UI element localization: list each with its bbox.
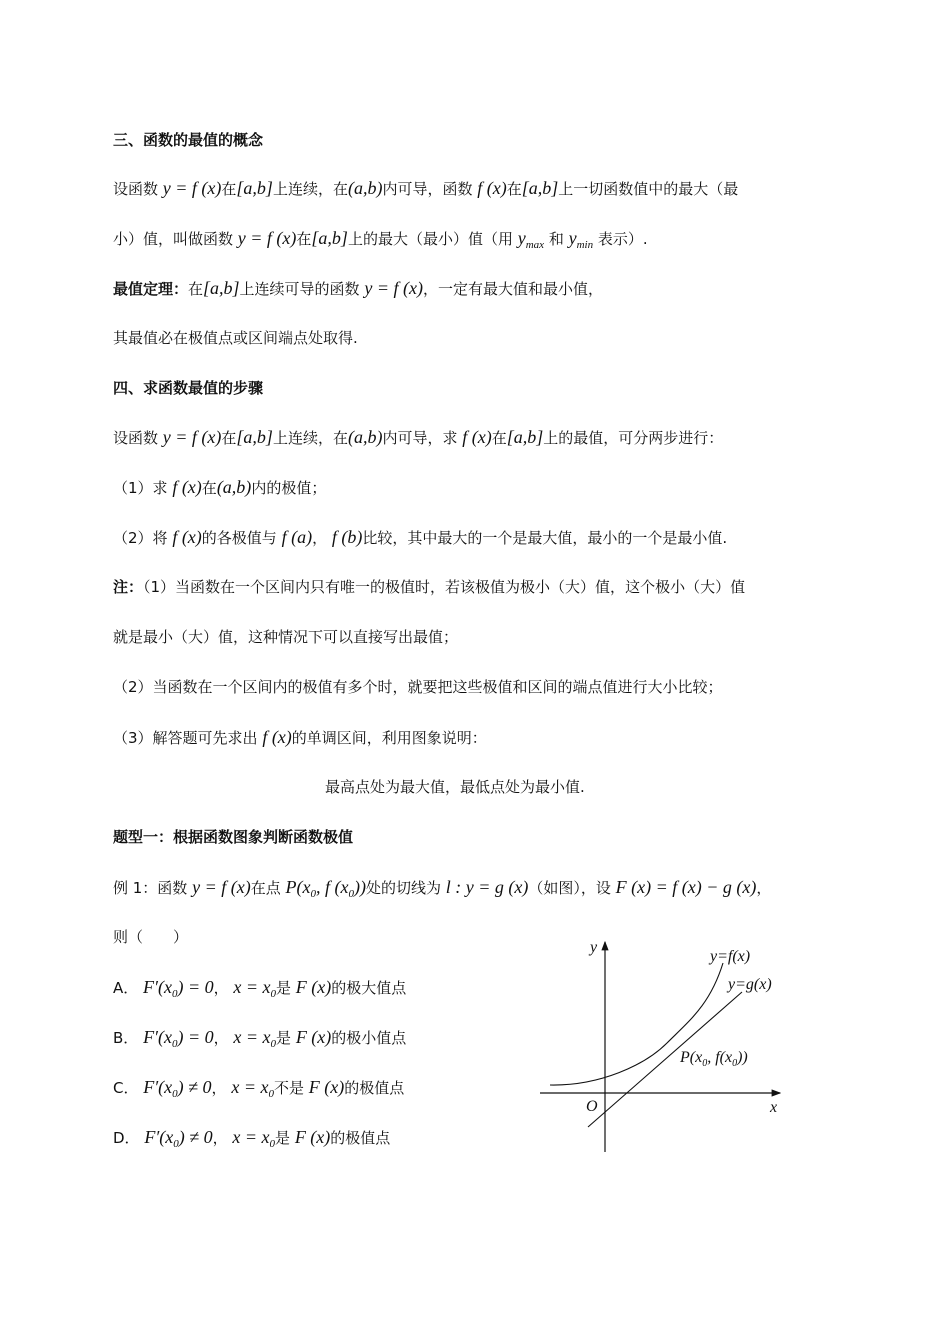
text-segment: ，一定有最大值和最小值， xyxy=(422,280,603,298)
text-segment: 就是最小（大）值，这种情况下可以直接写出最值； xyxy=(113,628,459,646)
math-expression: x = x xyxy=(231,1077,269,1097)
math-expression: ) = 0 xyxy=(177,977,214,997)
text-line xyxy=(113,176,738,201)
text-segment: 的极值点 xyxy=(330,1129,391,1147)
text-segment: 的各极值与 xyxy=(201,529,282,547)
math-expression: [a,b] xyxy=(236,178,273,198)
math-expression: F′(x xyxy=(143,1027,172,1047)
text-line xyxy=(113,226,648,257)
function-graph-figure xyxy=(530,930,800,1160)
bold-heading: 最值定理： xyxy=(113,280,189,298)
text-segment: 是 xyxy=(276,1029,296,1047)
text-segment: 在 xyxy=(221,180,237,198)
math-expression: F (x) xyxy=(295,977,332,997)
text-segment: （如图），设 xyxy=(528,879,616,897)
math-expression: [a,b] xyxy=(203,278,240,298)
math-expression: f (x) xyxy=(477,178,507,198)
text-segment: （2）当函数在一个区间内的极值有多个时，就要把这些极值和区间的端点值进行大小比较； xyxy=(113,678,723,696)
math-expression: [a,b] xyxy=(311,228,348,248)
text-line xyxy=(113,825,353,849)
text-segment: 处的切线为 xyxy=(365,879,446,897)
x-axis-label: x xyxy=(770,1099,778,1116)
text-segment: ， xyxy=(756,879,772,897)
text-segment: 上连续可导的函数 xyxy=(239,280,365,298)
math-expression: ) = 0 xyxy=(177,1027,214,1047)
math-expression: P(x xyxy=(285,877,311,897)
text-segment: 则（ ） xyxy=(113,928,189,946)
math-expression: y = f (x) xyxy=(162,427,222,447)
text-segment: 设函数 xyxy=(113,180,163,198)
text-line xyxy=(113,925,188,949)
text-segment: 最高点处为最大值，最低点处为最小值. xyxy=(325,778,585,796)
text-segment: 设函数 xyxy=(113,429,163,447)
math-expression: 0 xyxy=(172,1088,178,1100)
text-segment: 的单调区间，利用图象说明： xyxy=(291,729,487,747)
math-expression: f (x) xyxy=(172,527,202,547)
text-line xyxy=(113,675,723,699)
math-expression: 0 xyxy=(171,988,178,1000)
text-line xyxy=(113,575,745,599)
text-segment: 在 xyxy=(188,280,204,298)
text-segment: （3）解答题可先求出 xyxy=(113,729,263,747)
text-segment: 内可导，函数 xyxy=(382,180,478,198)
math-expression: [a,b] xyxy=(236,427,273,447)
math-expression: F′(x xyxy=(144,1127,174,1147)
text-segment: ， xyxy=(211,1079,232,1097)
math-expression: 0 xyxy=(269,1138,276,1150)
point-p-label: $P(x_0$, $f(x_0)$) xyxy=(680,1049,748,1069)
text-segment: ， xyxy=(312,529,332,547)
math-expression: F′(x xyxy=(143,977,172,997)
text-segment: 上一切函数值中的最大（最 xyxy=(558,180,739,198)
math-expression: , f (x xyxy=(315,877,349,897)
text-segment: 其最值必在极值点或区间端点处取得. xyxy=(113,329,358,347)
bold-heading: 三、函数的最值的概念 xyxy=(113,131,264,149)
text-segment: 比较，其中最大的一个是最大值，最小的一个是最小值. xyxy=(362,529,728,547)
text-segment: 表示）. xyxy=(593,230,648,248)
text-line xyxy=(113,326,358,350)
text-line xyxy=(113,1125,390,1156)
text-segment: 在 xyxy=(221,429,237,447)
text-line xyxy=(113,725,487,750)
math-expression: 0 xyxy=(270,988,276,1000)
math-expression: y xyxy=(517,228,526,248)
math-expression: F (x) xyxy=(308,1077,345,1097)
math-expression: y = f (x) xyxy=(192,877,251,897)
text-line xyxy=(113,1075,404,1106)
math-expression: y xyxy=(568,228,577,248)
text-segment: 在 xyxy=(491,429,507,447)
text-line xyxy=(113,475,326,500)
text-line xyxy=(325,775,585,799)
math-expression: 0 xyxy=(348,888,354,900)
math-expression: y = f (x) xyxy=(237,228,297,248)
bold-heading: 题型一：根据函数图象判断函数极值 xyxy=(113,828,354,846)
math-expression: x = x xyxy=(232,1127,270,1147)
math-expression: 0 xyxy=(268,1088,274,1100)
text-line xyxy=(113,128,263,152)
bold-heading: 四、求函数最值的步骤 xyxy=(113,379,264,397)
y-axis-label: y xyxy=(590,939,598,956)
math-expression: [a,b] xyxy=(521,178,559,198)
text-segment: 上的最值，可分两步进行： xyxy=(543,429,724,447)
text-segment: 上连续，在 xyxy=(272,429,348,447)
text-line xyxy=(113,1025,406,1056)
text-segment: 在 xyxy=(201,479,217,497)
bold-heading: 注： xyxy=(113,578,144,596)
text-line xyxy=(113,276,603,301)
text-segment: 不是 xyxy=(273,1079,309,1097)
text-segment: 在 xyxy=(506,180,522,198)
text-segment: 的极小值点 xyxy=(331,1029,407,1047)
text-segment: （1）求 xyxy=(113,479,173,497)
math-expression: )) xyxy=(353,877,366,897)
math-expression: f (x) xyxy=(172,477,202,497)
text-line xyxy=(113,425,723,450)
math-expression: 0 xyxy=(171,1038,178,1050)
g-label: y=g(x) xyxy=(728,976,772,993)
math-expression: min xyxy=(576,239,594,251)
text-line xyxy=(113,875,771,906)
text-segment: 小）值，叫做函数 xyxy=(113,230,238,248)
math-expression: 0 xyxy=(270,1038,277,1050)
math-expression: ) ≠ 0 xyxy=(178,1127,213,1147)
math-expression: 0 xyxy=(310,888,316,900)
text-line xyxy=(113,525,727,550)
math-expression: l : y = g (x) xyxy=(445,877,529,897)
math-expression: f (x) xyxy=(262,727,292,747)
text-segment: B． xyxy=(113,1029,144,1047)
math-expression: y = f (x) xyxy=(162,178,222,198)
text-segment: 的极大值点 xyxy=(331,979,407,997)
text-segment: 内的极值； xyxy=(251,479,327,497)
math-expression: [a,b] xyxy=(506,427,544,447)
text-line xyxy=(113,376,263,400)
text-segment: 和 xyxy=(544,230,569,248)
text-segment: 是 xyxy=(275,1129,295,1147)
math-expression: (a,b) xyxy=(216,477,252,497)
text-segment: D． xyxy=(113,1129,145,1147)
text-segment: 上连续，在 xyxy=(272,180,348,198)
f-label: y=f(x) xyxy=(710,948,751,965)
text-segment: （2）将 xyxy=(113,529,173,547)
math-expression: F (x) xyxy=(295,1027,332,1047)
text-segment: A． xyxy=(113,979,144,997)
text-segment: 例 1：函数 xyxy=(113,879,193,897)
math-expression: max xyxy=(525,239,545,251)
math-expression: (a,b) xyxy=(347,178,383,198)
math-expression: (a,b) xyxy=(347,427,383,447)
math-expression: 0 xyxy=(173,1138,179,1150)
text-segment: C． xyxy=(113,1079,144,1097)
text-line xyxy=(113,975,406,1006)
math-expression: y = f (x) xyxy=(364,278,423,298)
math-expression: f (x) xyxy=(462,427,492,447)
text-segment: （1）当函数在一个区间内只有唯一的极值时，若该极值为极小（大）值，这个极小（大）值 xyxy=(143,578,746,596)
math-expression: x = x xyxy=(233,1027,271,1047)
text-line xyxy=(113,625,458,649)
text-segment: 上的最大（最小）值（用 xyxy=(347,230,518,248)
text-segment: ， xyxy=(213,1029,234,1047)
text-segment: 是 xyxy=(276,979,296,997)
text-segment: ， xyxy=(213,979,234,997)
curve-f xyxy=(550,963,723,1085)
origin-label: O xyxy=(586,1098,598,1115)
math-expression: ) ≠ 0 xyxy=(177,1077,212,1097)
math-expression: F′(x xyxy=(143,1077,173,1097)
text-segment: 在 xyxy=(296,230,312,248)
math-expression: F (x) = f (x) − g (x) xyxy=(615,877,757,897)
text-segment: 的极值点 xyxy=(344,1079,405,1097)
text-segment: 内可导，求 xyxy=(382,429,463,447)
math-expression: f (a) xyxy=(281,527,313,547)
math-expression: F (x) xyxy=(294,1127,331,1147)
text-segment: ， xyxy=(212,1129,233,1147)
math-expression: f (b) xyxy=(331,527,363,547)
text-segment: 在点 xyxy=(250,879,286,897)
math-expression: x = x xyxy=(233,977,271,997)
